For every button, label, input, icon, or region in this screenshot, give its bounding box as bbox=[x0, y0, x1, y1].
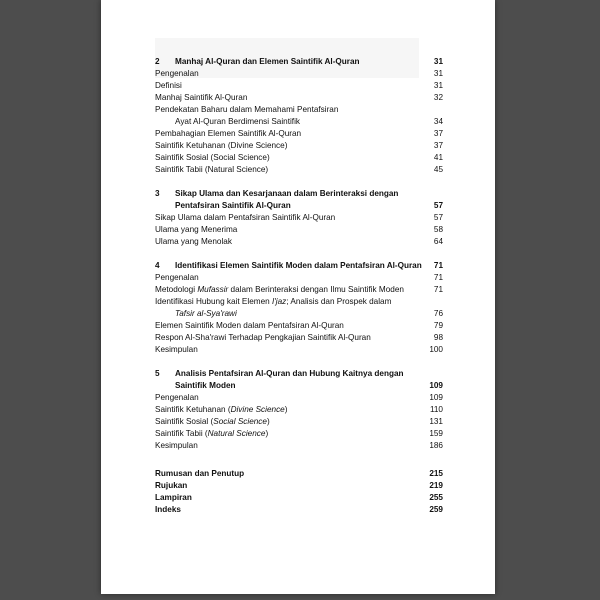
toc-entry[interactable]: Elemen Saintifik Moden dalam Pentafsiran Al-Quran 79 bbox=[155, 321, 443, 330]
toc-entry[interactable]: Manhaj Saintifik Al-Quran 32 bbox=[155, 93, 443, 102]
backmatter-entry[interactable]: Lampiran 255 bbox=[155, 493, 443, 502]
chapter-number: 5 bbox=[155, 369, 160, 378]
chapter-number: 3 bbox=[155, 189, 160, 198]
chapter-title-line2: Pentafsiran Saintifik Al-Quran bbox=[175, 201, 291, 210]
toc-entry[interactable]: Pendekatan Baharu dalam Memahami Pentafsiran bbox=[155, 105, 339, 114]
toc-entry[interactable]: Saintifik Tabii (Natural Science) 159 bbox=[155, 429, 443, 438]
chapter-5-heading[interactable] bbox=[155, 368, 443, 380]
backmatter-entry[interactable]: Indeks 259 bbox=[155, 505, 443, 514]
chapter-number: 4 bbox=[155, 261, 160, 270]
page-number: 31 bbox=[433, 57, 443, 66]
backmatter-entry[interactable]: Rumusan dan Penutup 215 bbox=[155, 469, 443, 478]
chapter-3-heading[interactable] bbox=[155, 188, 443, 200]
toc-entry[interactable]: Pengenalan 71 bbox=[155, 273, 443, 282]
toc-entry[interactable]: Kesimpulan 186 bbox=[155, 441, 443, 450]
toc-entry[interactable]: Saintifik Ketuhanan (Divine Science) 37 bbox=[155, 141, 443, 150]
toc-entry[interactable]: Identifikasi Hubung kait Elemen I'jaz; Analisis dan Prospek dalam bbox=[155, 297, 392, 306]
toc-entry[interactable]: Saintifik Sosial (Social Science) 41 bbox=[155, 153, 443, 162]
chapter-title-line2: Saintifik Moden bbox=[175, 381, 236, 390]
toc-entry[interactable]: Respon Al-Sha'rawi Terhadap Pengkajian Saintifik Al-Quran 98 bbox=[155, 333, 443, 342]
toc-entry[interactable]: Ulama yang Menerima 58 bbox=[155, 225, 443, 234]
toc-entry[interactable]: Saintifik Tabii (Natural Science) 45 bbox=[155, 165, 443, 174]
chapter-title: Manhaj Al-Quran dan Elemen Saintifik Al-Quran bbox=[175, 57, 360, 66]
toc-entry[interactable]: Ulama yang Menolak 64 bbox=[155, 237, 443, 246]
document-page bbox=[101, 0, 495, 594]
table-of-contents bbox=[155, 56, 443, 516]
page-number: 57 bbox=[433, 201, 443, 210]
toc-entry[interactable]: Saintifik Ketuhanan (Divine Science) 110 bbox=[155, 405, 443, 414]
backmatter-entry[interactable]: Rujukan 219 bbox=[155, 481, 443, 490]
page-number: 109 bbox=[429, 381, 443, 390]
chapter-4-heading[interactable] bbox=[155, 260, 443, 272]
chapter-2-heading[interactable] bbox=[155, 56, 443, 68]
chapter-title-line1: Sikap Ulama dan Kesarjanaan dalam Berinteraksi dengan bbox=[175, 189, 399, 198]
toc-entry[interactable]: Pengenalan 109 bbox=[155, 393, 443, 402]
toc-entry[interactable]: Kesimpulan 100 bbox=[155, 345, 443, 354]
chapter-3-heading-cont[interactable] bbox=[155, 200, 443, 212]
toc-entry[interactable]: Saintifik Sosial (Social Science) 131 bbox=[155, 417, 443, 426]
toc-entry[interactable]: Sikap Ulama dalam Pentafsiran Saintifik Al-Quran 57 bbox=[155, 213, 443, 222]
toc-entry[interactable]: Pembahagian Elemen Saintifik Al-Quran 37 bbox=[155, 129, 443, 138]
toc-entry[interactable]: Metodologi Mufassir dalam Berinteraksi dengan Ilmu Saintifik Moden 71 bbox=[155, 285, 443, 294]
toc-entry[interactable]: Pengenalan 31 bbox=[155, 69, 443, 78]
toc-entry[interactable]: Definisi 31 bbox=[155, 81, 443, 90]
toc-entry[interactable]: Ayat Al-Quran Berdimensi Saintifik 34 bbox=[175, 117, 443, 126]
chapter-title: Identifikasi Elemen Saintifik Moden dalam Pentafsiran Al-Quran bbox=[175, 261, 422, 270]
chapter-5-heading-cont[interactable] bbox=[155, 380, 443, 392]
toc-entry[interactable]: Tafsir al-Sya'rawi 76 bbox=[175, 309, 443, 318]
page-number: 71 bbox=[433, 261, 443, 270]
chapter-title-line1: Analisis Pentafsiran Al-Quran dan Hubung Kaitnya dengan bbox=[175, 369, 404, 378]
chapter-number: 2 bbox=[155, 57, 160, 66]
